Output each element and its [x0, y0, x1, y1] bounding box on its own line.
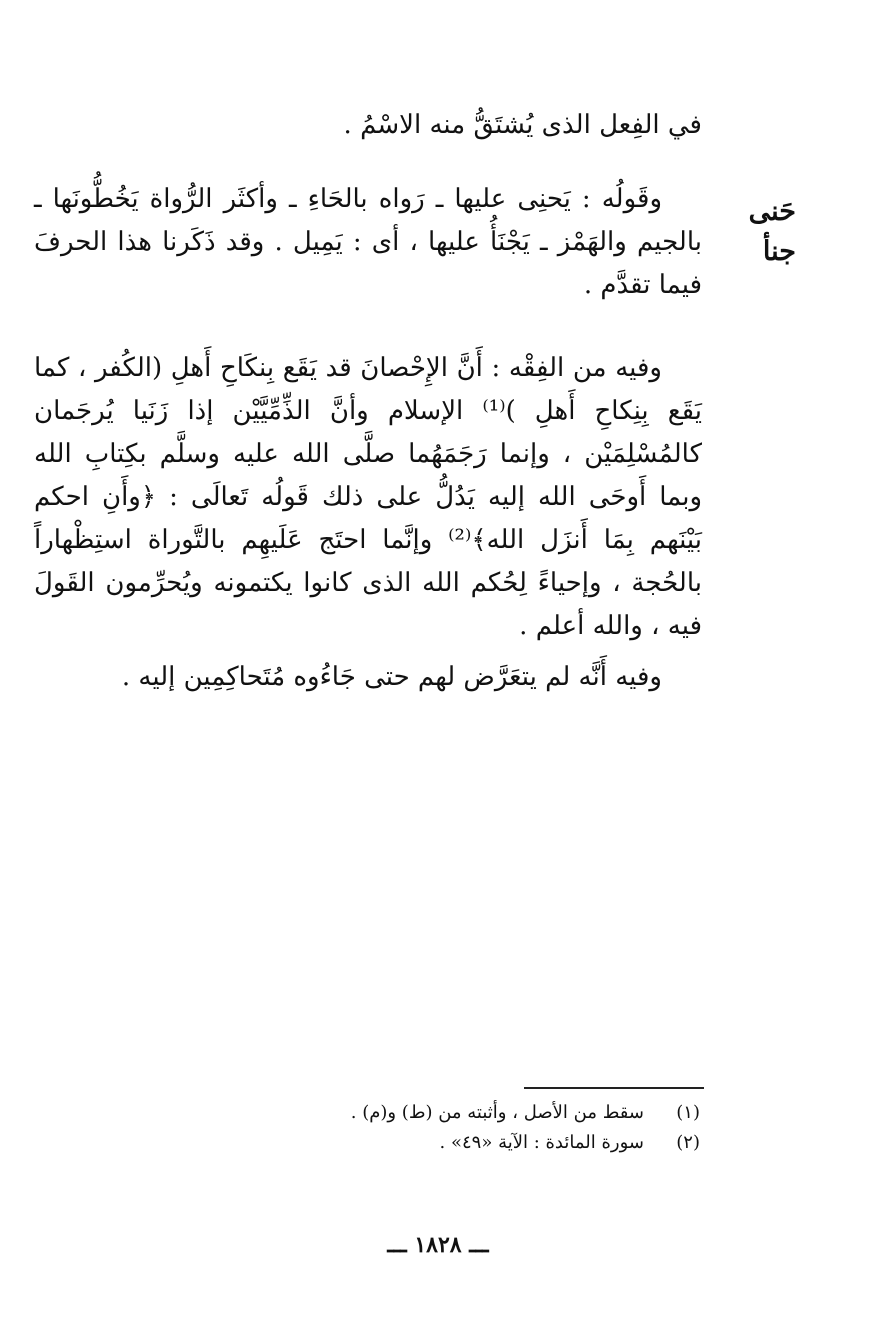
paragraph-3: وفيه من الفِقْه : أَنَّ الإِحْصانَ قد يَقَع بِنكَاحِ أَهلِ (الكُفر ، كما يَقَع بِنِكاحِ أَهلِ )⁽¹⁾ الإسلام وأنَّ الذِّمِّيَّيْن إذا زَنَيا يُرجَمان كالمُسْلِمَيْن ، وإنما رَجَمَهُما صلَّى الله عليه وسلَّم بكِتابِ الله وبما أَوحَى الله إليه يَدُلُّ على ذلك قَولُه تَعالَى : ﴿وأَنِ احكم بَيْنَهم بِمَا أَنزَل الله﴾⁽²⁾ وإنَّما احتَج عَلَيهِم بالتَّوراة استِظْهاراً بالحُجة ، وإحياءً لِحُكم الله الذى كانوا يكتمونه ويُحرِّمون القَولَ فيه ، والله أعلم . [34, 353, 702, 641]
footnote-2 [140, 1128, 700, 1158]
footnote-divider [524, 1087, 704, 1089]
gloss-word-1: حَنى [748, 196, 796, 227]
paragraph-1: في الفِعل الذى يُشتَقُّ منه الاسْمُ . [343, 110, 702, 140]
margin-gloss [716, 192, 796, 272]
gloss-word-2: جنأ [762, 236, 796, 267]
footnotes [140, 1098, 700, 1158]
paragraph-4: وفيه أَنَّه لم يتعَرَّض لهم حتى جَاءُوه مُتَحاكِمِين إليه . [121, 662, 662, 692]
footnote-text: سورة المائدة : الآية «٤٩» . [439, 1132, 644, 1153]
paragraph-2: وقَولُه : يَحنِى عليها ـ رَواه بالحَاءِ ـ وأكثَر الرُّواة يَخُطُّونَها ـ بالجيم والهَمْز ـ يَجْنَأُ عليها ، أى : يَمِيل . وقد ذَكَرنا هذا الحرفَ فيما تقدَّم . [34, 184, 702, 300]
page-number: ـــ ١٨٢٨ ـــ [387, 1232, 489, 1258]
footnote-text: سقط من الأصل ، وأثبته من (ط) و(م) . [350, 1102, 644, 1123]
footnote-number: (١) [676, 1102, 700, 1123]
footnote-number: (٢) [676, 1132, 700, 1153]
footnote-1 [140, 1098, 700, 1128]
